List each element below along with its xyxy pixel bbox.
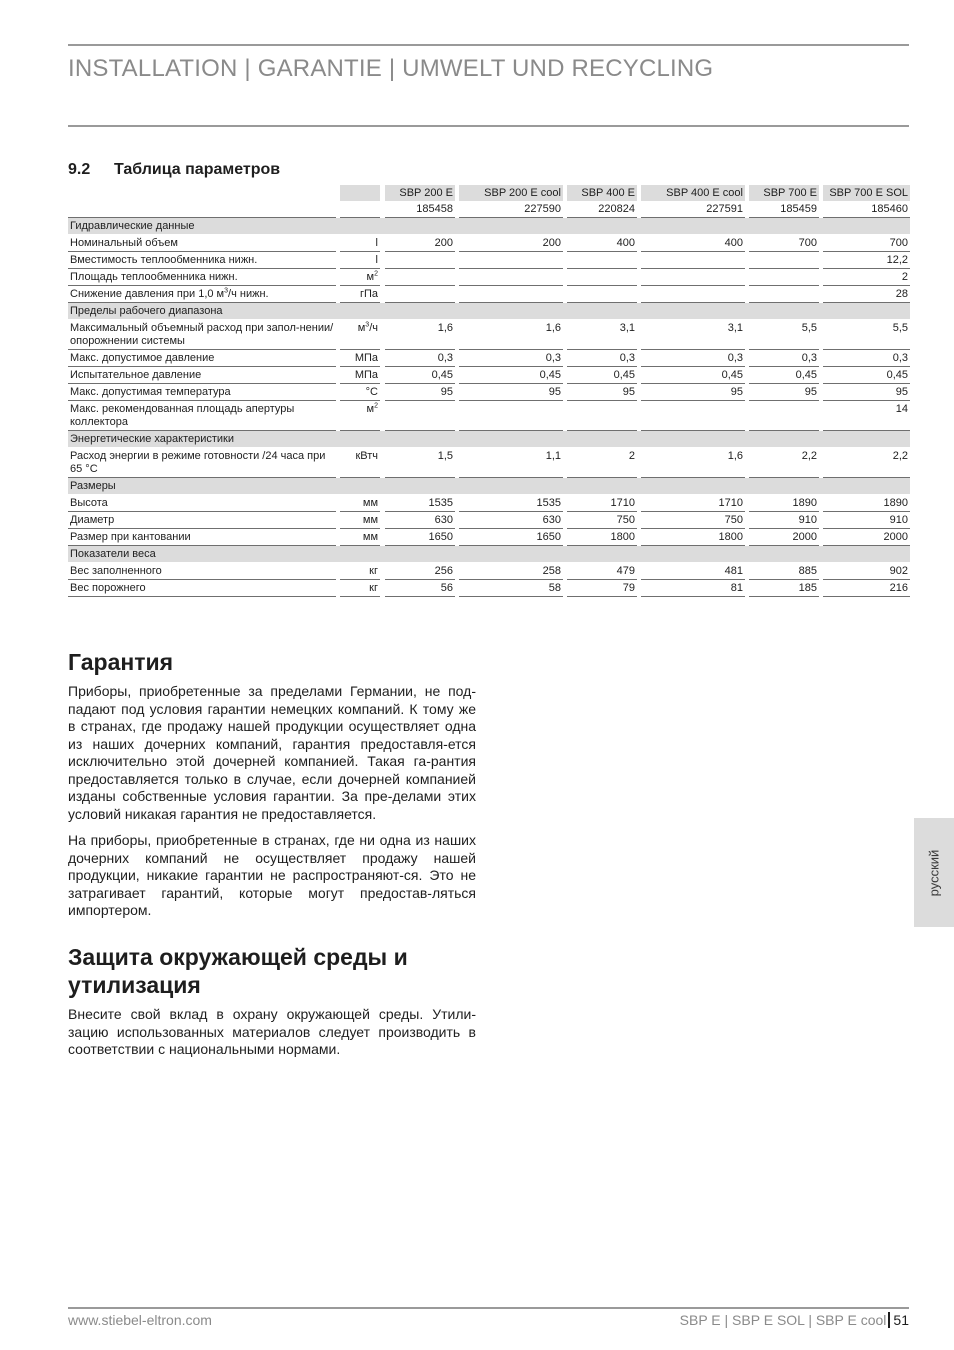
table-group-row xyxy=(68,478,910,495)
parameter-value-3 xyxy=(567,252,637,269)
parameter-value-5: 700 xyxy=(749,235,819,252)
parameter-name: Площадь теплообменника нижн. xyxy=(68,269,336,286)
parameter-name: Высота xyxy=(68,495,336,512)
header-bottom-rule xyxy=(68,125,909,127)
parameter-name: Максимальный объемный расход при запол-нении/опорожнении системы xyxy=(68,320,336,350)
parameter-unit: l xyxy=(340,252,380,269)
environment-paragraph: Внесите свой вклад в охрану окружающей среды. Утили-зацию использованных материалов следует производить в соответствии с национальными нормами. xyxy=(68,1006,476,1057)
article-code-5: 185459 xyxy=(749,201,819,218)
warranty-section xyxy=(68,648,476,920)
codes-unit-blank xyxy=(340,201,380,218)
table-group-row xyxy=(68,303,910,320)
table-group-row xyxy=(68,431,910,448)
header-model-4: SBP 400 E cool xyxy=(641,185,745,201)
parameter-value-5: 185 xyxy=(749,580,819,597)
parameter-value-5: 0,3 xyxy=(749,350,819,367)
parameter-value-6: 1890 xyxy=(823,495,910,512)
parameter-unit: кг xyxy=(340,580,380,597)
section-title: Таблица параметров xyxy=(114,161,281,178)
parameter-value-5: 0,45 xyxy=(749,367,819,384)
parameter-unit: l xyxy=(340,235,380,252)
parameter-unit: $м^2$ xyxy=(340,401,380,431)
parameter-value-2 xyxy=(459,269,563,286)
footer-website: www.stiebel-eltron.com xyxy=(68,1312,212,1328)
parameter-unit: мм xyxy=(340,512,380,529)
parameter-name: Вместимость теплообменника нижн. xyxy=(68,252,336,269)
parameter-value-3: 79 xyxy=(567,580,637,597)
parameter-value-6: 5,5 xyxy=(823,320,910,350)
parameter-value-6: 12,2 xyxy=(823,252,910,269)
parameter-value-4: 750 xyxy=(641,512,745,529)
group-label: Размеры xyxy=(68,478,910,495)
parameter-name: Вес заполненного xyxy=(68,563,336,580)
parameter-value-5: 1890 xyxy=(749,495,819,512)
article-code-4: 227591 xyxy=(641,201,745,218)
parameter-value-5: 2000 xyxy=(749,529,819,546)
parameter-value-3 xyxy=(567,269,637,286)
parameter-value-6: 95 xyxy=(823,384,910,401)
parameter-value-5 xyxy=(749,252,819,269)
parameter-unit: $м^3/ч$ xyxy=(340,320,380,350)
parameter-value-2: 200 xyxy=(459,235,563,252)
parameter-value-2: 630 xyxy=(459,512,563,529)
parameter-value-5: 910 xyxy=(749,512,819,529)
parameter-name: Макс. допустимая температура xyxy=(68,384,336,401)
parameter-value-2 xyxy=(459,401,563,431)
parameter-value-6: 216 xyxy=(823,580,910,597)
parameters-table xyxy=(68,185,910,597)
parameter-value-4: 1,6 xyxy=(641,448,745,478)
table-row xyxy=(68,269,910,286)
parameter-value-3: 750 xyxy=(567,512,637,529)
table-row xyxy=(68,529,910,546)
parameter-value-1: 95 xyxy=(385,384,455,401)
header-model-2: SBP 200 E cool xyxy=(459,185,563,201)
parameter-unit: МПа xyxy=(340,350,380,367)
parameter-value-2: 95 xyxy=(459,384,563,401)
parameter-value-6: 902 xyxy=(823,563,910,580)
parameter-value-5: 5,5 xyxy=(749,320,819,350)
parameter-value-1: 630 xyxy=(385,512,455,529)
parameter-value-6: 2,2 xyxy=(823,448,910,478)
page-number: 51 xyxy=(888,1312,909,1328)
footer-rule xyxy=(68,1307,909,1309)
parameter-unit: мм xyxy=(340,495,380,512)
parameter-value-4 xyxy=(641,252,745,269)
parameter-value-1: 1535 xyxy=(385,495,455,512)
parameter-value-6: 0,45 xyxy=(823,367,910,384)
table-row xyxy=(68,401,910,431)
parameter-value-5 xyxy=(749,269,819,286)
header-model-1: SBP 200 E xyxy=(385,185,455,201)
parameter-value-1 xyxy=(385,252,455,269)
header-name-blank xyxy=(68,185,336,201)
codes-name-blank xyxy=(68,201,336,218)
parameter-value-1: 0,3 xyxy=(385,350,455,367)
table-row xyxy=(68,563,910,580)
table-row xyxy=(68,350,910,367)
parameter-value-4: 0,45 xyxy=(641,367,745,384)
parameter-name: Макс. рекомендованная площадь апертуры коллектора xyxy=(68,401,336,431)
parameter-name: Расход энергии в режиме готовности /24 часа при 65 °C xyxy=(68,448,336,478)
parameter-value-3: 2 xyxy=(567,448,637,478)
section-heading xyxy=(68,161,280,179)
parameter-value-3: 3,1 xyxy=(567,320,637,350)
warranty-heading: Гарантия xyxy=(68,649,174,675)
language-tab-label: русский xyxy=(926,849,942,896)
parameter-value-3: 95 xyxy=(567,384,637,401)
table-header-codes xyxy=(68,201,910,218)
parameter-name: Номинальный объем xyxy=(68,235,336,252)
parameter-value-3 xyxy=(567,286,637,303)
parameter-value-1: 256 xyxy=(385,563,455,580)
table-row xyxy=(68,580,910,597)
warranty-paragraph-2: На приборы, приобретенные в странах, где ни одна из наших дочерних компаний не осуществляет продажу нашей продукции, никакие гарантии не распространяют-ся. Это не затрагивает гарантий, которые могут предостав-ляться импортером. xyxy=(68,832,476,918)
parameter-value-5: 885 xyxy=(749,563,819,580)
parameter-value-4: 400 xyxy=(641,235,745,252)
parameter-value-3: 1710 xyxy=(567,495,637,512)
parameter-value-4: 81 xyxy=(641,580,745,597)
table-row xyxy=(68,384,910,401)
parameter-unit: $м^2$ xyxy=(340,269,380,286)
table-row xyxy=(68,252,910,269)
parameter-value-4: 95 xyxy=(641,384,745,401)
table-row xyxy=(68,367,910,384)
parameter-value-1: 0,45 xyxy=(385,367,455,384)
table-row xyxy=(68,448,910,478)
header-model-5: SBP 700 E xyxy=(749,185,819,201)
parameter-value-1 xyxy=(385,286,455,303)
parameter-value-4: 1800 xyxy=(641,529,745,546)
parameter-value-3: 1800 xyxy=(567,529,637,546)
section-number: 9.2 xyxy=(68,161,91,178)
group-label: Пределы рабочего диапазона xyxy=(68,303,910,320)
parameter-name: Вес порожнего xyxy=(68,580,336,597)
parameter-name: Диаметр xyxy=(68,512,336,529)
parameter-value-1: 200 xyxy=(385,235,455,252)
parameter-value-2 xyxy=(459,286,563,303)
parameter-unit: кВтч xyxy=(340,448,380,478)
parameter-value-2: 1535 xyxy=(459,495,563,512)
header-unit-blank xyxy=(340,185,380,201)
parameter-value-5 xyxy=(749,286,819,303)
table-group-row xyxy=(68,218,910,235)
table-row xyxy=(68,286,910,303)
warranty-paragraph-1: Приборы, приобретенные за пределами Германии, не под-падают под условия гарантии немецких компаний. К тому же в странах, где продажу нашей продукции осуществляет одна из наших дочерних компаний, гарантия предоставля-ется исключительно этой дочерней компанией. Такая га-рантия предоставляется только в случае, если дочерней компанией изданы собственные условия гарантии. За пре-делами этих условий никакая гарантия не предоставляется. xyxy=(68,683,476,822)
parameter-value-5: 2,2 xyxy=(749,448,819,478)
article-code-6: 185460 xyxy=(823,201,910,218)
parameter-value-4: 0,3 xyxy=(641,350,745,367)
parameter-value-5: 95 xyxy=(749,384,819,401)
table-group-row xyxy=(68,546,910,563)
parameter-value-6: 2000 xyxy=(823,529,910,546)
parameter-value-2: 1650 xyxy=(459,529,563,546)
parameter-value-4 xyxy=(641,269,745,286)
parameter-value-1: 1,6 xyxy=(385,320,455,350)
language-tab xyxy=(914,818,954,927)
group-label: Гидравлические данные xyxy=(68,218,910,235)
parameter-value-6: 2 xyxy=(823,269,910,286)
parameter-value-6: 700 xyxy=(823,235,910,252)
header-rule xyxy=(68,44,909,46)
parameter-unit: °C xyxy=(340,384,380,401)
parameter-value-1 xyxy=(385,269,455,286)
footer-product-line xyxy=(680,1312,909,1328)
article-code-2: 227590 xyxy=(459,201,563,218)
article-code-3: 220824 xyxy=(567,201,637,218)
parameter-value-6: 0,3 xyxy=(823,350,910,367)
parameter-value-3: 479 xyxy=(567,563,637,580)
parameter-name: Снижение давления при 1,0 $м^3/ч$ нижн. xyxy=(68,286,336,303)
parameter-value-6: 28 xyxy=(823,286,910,303)
parameter-value-4 xyxy=(641,286,745,303)
parameter-value-4: 481 xyxy=(641,563,745,580)
parameter-value-3 xyxy=(567,401,637,431)
header-model-6: SBP 700 E SOL xyxy=(823,185,910,201)
parameter-value-3: 0,45 xyxy=(567,367,637,384)
parameter-value-4: 3,1 xyxy=(641,320,745,350)
parameter-value-1: 1650 xyxy=(385,529,455,546)
parameter-value-5 xyxy=(749,401,819,431)
parameter-unit: кг xyxy=(340,563,380,580)
table-row xyxy=(68,495,910,512)
parameter-name: Макс. допустимое давление xyxy=(68,350,336,367)
page-header-title: INSTALLATION | GARANTIE | UMWELT UND RECYCLING xyxy=(68,55,714,82)
parameter-value-2: 1,1 xyxy=(459,448,563,478)
table-header-models xyxy=(68,185,910,201)
parameter-unit: гПа xyxy=(340,286,380,303)
parameter-value-6: 14 xyxy=(823,401,910,431)
header-model-3: SBP 400 E xyxy=(567,185,637,201)
parameter-value-4 xyxy=(641,401,745,431)
parameter-name: Размер при кантовании xyxy=(68,529,336,546)
group-label: Показатели веса xyxy=(68,546,910,563)
parameter-value-4: 1710 xyxy=(641,495,745,512)
parameter-value-6: 910 xyxy=(823,512,910,529)
parameter-name: Испытательное давление xyxy=(68,367,336,384)
parameter-value-2: 258 xyxy=(459,563,563,580)
parameter-value-2: 0,45 xyxy=(459,367,563,384)
parameter-value-1: 56 xyxy=(385,580,455,597)
parameter-value-2: 0,3 xyxy=(459,350,563,367)
parameter-value-1 xyxy=(385,401,455,431)
parameter-value-2: 58 xyxy=(459,580,563,597)
environment-section xyxy=(68,943,476,1059)
parameter-unit: мм xyxy=(340,529,380,546)
parameter-value-3: 0,3 xyxy=(567,350,637,367)
parameter-value-2 xyxy=(459,252,563,269)
parameter-value-1: 1,5 xyxy=(385,448,455,478)
table-row xyxy=(68,320,910,350)
parameter-value-2: 1,6 xyxy=(459,320,563,350)
table-row xyxy=(68,235,910,252)
group-label: Энергетические характеристики xyxy=(68,431,910,448)
footer-products: SBP E | SBP E SOL | SBP E cool xyxy=(679,1312,887,1328)
article-code-1: 185458 xyxy=(385,201,455,218)
environment-heading: Защита окружающей среды и утилизация xyxy=(68,944,408,998)
parameter-value-3: 400 xyxy=(567,235,637,252)
table-row xyxy=(68,512,910,529)
parameter-unit: МПа xyxy=(340,367,380,384)
